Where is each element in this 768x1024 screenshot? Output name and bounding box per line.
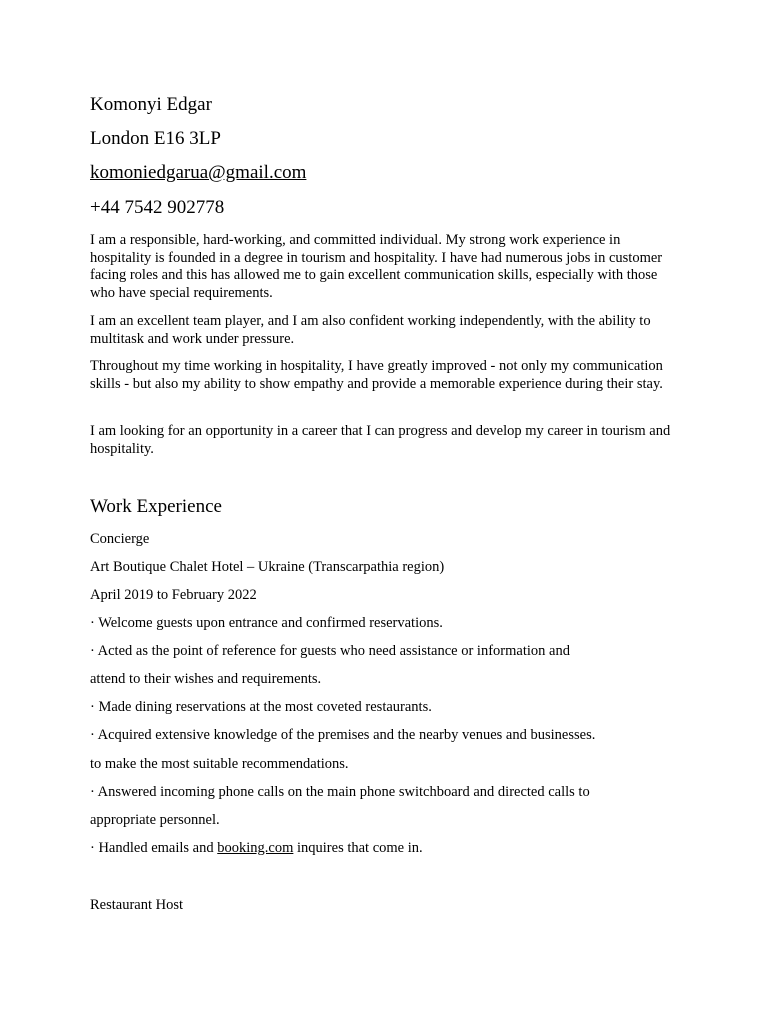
email-link[interactable]: komoniedgarua@gmail.com xyxy=(90,162,307,183)
job-title: Restaurant Host xyxy=(90,897,184,913)
summary-paragraph: Throughout my time working in hospitality, I have greatly improved - not only my communication skills - but also my ability to show empathy and provide a memorable experience during their stay. xyxy=(90,358,663,392)
candidate-name: Komonyi Edgar xyxy=(90,94,212,115)
duty-line: · Answered incoming phone calls on the main phone switchboard and directed calls to xyxy=(90,784,590,800)
duty-line: · Made dining reservations at the most coveted restaurants. xyxy=(90,699,432,715)
summary-paragraph: I am looking for an opportunity in a career that I can progress and develop my career in tourism and hospitality. xyxy=(90,423,671,457)
duty-line: · Acted as the point of reference for guests who need assistance or information and xyxy=(90,643,570,659)
job-employer: Art Boutique Chalet Hotel – Ukraine (Transcarpathia region) xyxy=(90,559,445,575)
phone-number: +44 7542 902778 xyxy=(90,197,225,218)
job-title: Concierge xyxy=(90,531,150,547)
work-experience-heading: Work Experience xyxy=(90,496,222,517)
duty-line: · Welcome guests upon entrance and confirmed reservations. xyxy=(90,615,443,631)
job-dates: April 2019 to February 2022 xyxy=(90,587,257,603)
booking-link[interactable]: booking.com xyxy=(217,840,294,856)
summary-paragraph: I am an excellent team player, and I am also confident working independently, with the ability to multitask and work under pressure. xyxy=(90,313,651,347)
duty-text: · Handled emails and xyxy=(90,840,218,856)
summary-paragraph: I am a responsible, hard-working, and committed individual. My strong work experience in hospitality is founded in a degree in tourism and hospitality. I have had numerous jobs in customer facing roles and this has allowed me to gain excellent communication skills, especially with those who have special requirements. xyxy=(90,232,663,301)
duty-line: appropriate personnel. xyxy=(90,812,220,828)
duty-text: inquires that come in. xyxy=(293,840,423,856)
duty-line: to make the most suitable recommendations. xyxy=(90,756,349,772)
duty-line xyxy=(90,840,423,857)
candidate-address: London E16 3LP xyxy=(90,128,221,149)
duty-line: · Acquired extensive knowledge of the premises and the nearby venues and businesses. xyxy=(90,727,596,743)
duty-line: attend to their wishes and requirements. xyxy=(90,671,322,687)
